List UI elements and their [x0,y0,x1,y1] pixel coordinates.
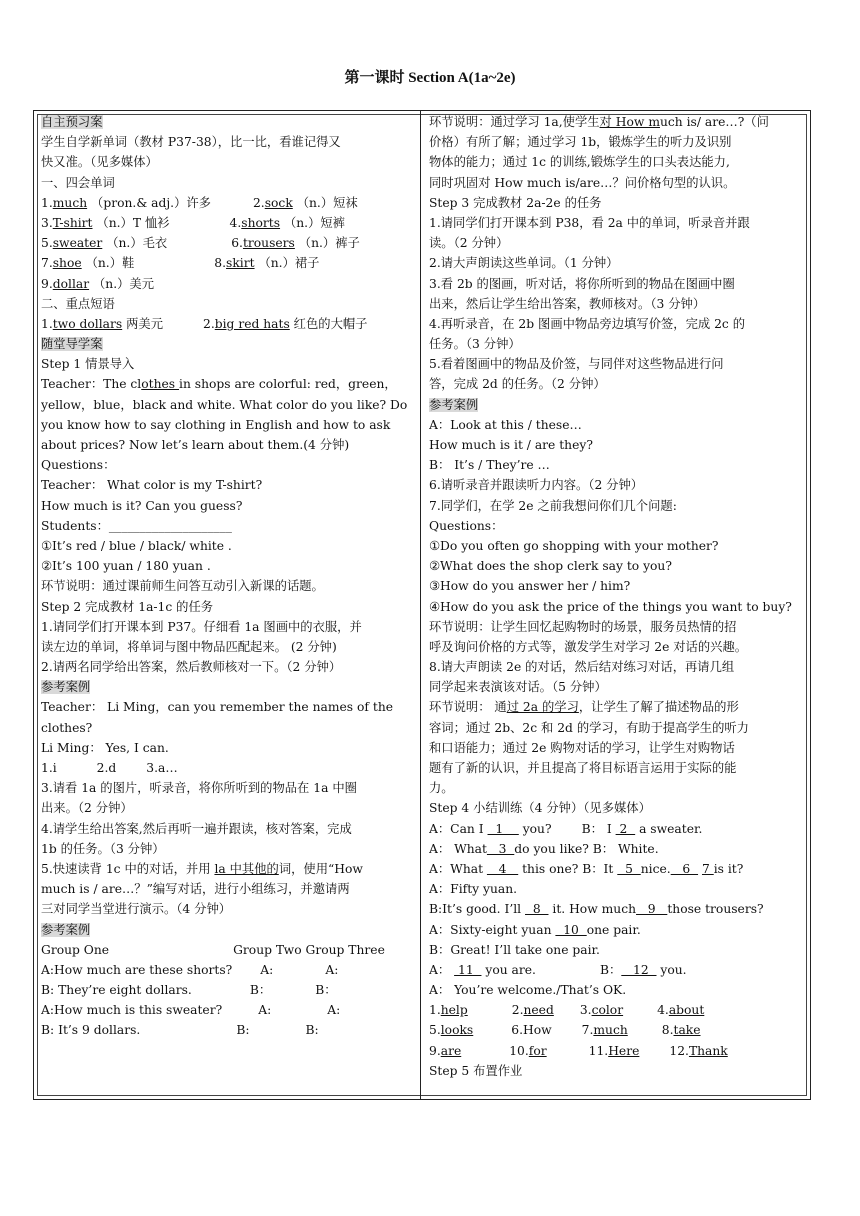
section-heading: 随堂导学案 [41,337,103,352]
line-text: about prices? Now let’s learn about them.(4 分钟) [41,438,350,452]
line-text: 1. [41,195,53,210]
left-line [41,395,415,415]
line-text: B： [249,983,272,998]
line-text: 3.请看 1a 的图片，听录音，将你所听到的物品在 1a 中圈 [41,781,357,796]
left-line [41,516,415,536]
left-line [41,455,415,475]
underlined-text: 1 [487,821,519,836]
line-text: 1. [429,1003,441,1018]
right-column [429,112,805,1081]
line-text: uch is/ are…?（问 [659,115,769,129]
line-text: those trousers? [667,902,764,917]
line-text: ①Do you often go shopping with your mother? [429,538,719,553]
line-text: 4.请学生给出答案,然后再听一遍并跟读，核对答案，完成 [41,821,352,836]
right-line [429,798,805,818]
underlined-text: help [440,1003,468,1018]
line-text: 9. [41,276,53,291]
line-text: A： What [429,841,487,856]
underlined-text: sweater [52,236,103,251]
line-text: （pron.& adj.）许多 [87,195,211,210]
line-text: 红色的大帽子 [289,316,368,331]
right-line [429,859,805,879]
left-line [41,617,415,637]
right-line [429,556,805,576]
left-line [41,718,415,738]
left-line [41,314,415,334]
left-line [41,758,415,778]
line-text: one pair. [586,922,641,937]
line-text: 任务。（3 分钟） [429,337,521,352]
right-line [429,374,805,394]
line-text: A：Sixty-eight yuan [429,922,556,937]
left-line [41,334,415,354]
underlined-text: 2 [615,821,636,836]
left-line [41,819,415,839]
line-text: in shops are colorful: red，green， [179,377,397,392]
line-text: B： [315,983,337,998]
line-text: 环节说明： 通 [429,700,507,715]
right-line [429,516,805,536]
underlined-text: big red hats [214,316,290,331]
right-line [429,435,805,455]
line-text: A：What [429,861,487,876]
line-text: 7. [41,256,53,271]
line-text: 和口语能力；通过 2e 购物对话的学习，让学生对购物话 [429,740,735,755]
line-text: B: It’s 9 dollars. [41,1023,141,1038]
line-text: 6.请听录音并跟读听力内容。（2 分钟） [429,478,644,493]
line-text: Group Two Group Three [233,942,385,957]
line-text: 环节说明：通过课前师生问答互动引入新课的话题。 [41,579,324,594]
left-line [41,879,415,899]
line-text: 环节说明：通过学习 1a,使学生 [429,115,600,129]
right-line [429,980,805,1000]
line-text: 4. [229,215,242,230]
right-line [429,899,805,919]
right-line [429,294,805,314]
line-text: ②It’s 100 yuan / 180 yuan . [41,559,211,574]
line-text: 2.请两名同学给出答案，然后教师核对一下。（2 分钟） [41,660,342,675]
right-line [429,213,805,233]
underlined-text: about [668,1003,705,1018]
underlined-text: 11 [454,962,482,977]
line-text: it. How much [548,902,637,917]
right-line [429,395,805,415]
line-text: A: [258,1003,272,1018]
line-text: 2. [511,1003,524,1018]
line-text: 5.看着图画中的物品及价签，与同伴对这些物品进行问 [429,357,724,372]
line-text: （n.）毛衣 [102,236,168,251]
underlined-text: 5 [617,861,641,876]
line-text: a sweater. [635,821,703,836]
line-text: 1. [41,316,53,331]
line-text: A: [327,1003,341,1018]
right-line [429,778,805,798]
line-text: this one? B：It [518,861,618,876]
section-heading: 自主预习案 [41,115,103,129]
line-text: 12. [669,1043,689,1058]
line-text: ，让学生了解了描述物品的形 [578,700,739,715]
line-text: Step 4 小结训练（4 分钟）（见多媒体） [429,801,651,816]
line-text: A： You’re welcome./That’s OK. [429,983,627,998]
line-text: 8.请大声朗读 2e 的对话，然后结对练习对话，再请几组 [429,660,735,675]
left-line [41,899,415,919]
right-line [429,697,805,717]
underlined-text: 10 [555,922,587,937]
underlined-text: othes [141,377,180,392]
left-line [41,475,415,495]
line-text: （n.）短袜 [292,195,358,210]
line-text: nice. [640,861,671,876]
line-text: A：Can I [429,821,488,836]
underlined-text: Here [608,1043,640,1058]
left-line [41,112,415,132]
line-text: 同学起来表演该对话。（5 分钟） [429,680,607,695]
left-line [41,1020,415,1040]
right-line [429,718,805,738]
line-text: 快又准。（见多媒体） [41,155,158,170]
section-heading: 参考案例 [41,922,91,937]
line-text: 9. [429,1043,441,1058]
right-line [429,334,805,354]
line-text: Step 5 布置作业 [429,1063,523,1078]
underlined-text: 7 [701,861,714,876]
line-text: 一、四会单词 [41,175,115,190]
left-line [41,374,415,394]
right-line [429,1020,805,1040]
line-text: 题有了新的认识，并且提高了将目标语言运用于实际的能 [429,761,737,775]
right-line [429,496,805,516]
line-text: A: [260,962,274,977]
underlined-text: T-shirt [52,215,93,230]
line-text: clothes? [41,720,93,735]
left-line [41,597,415,617]
line-text: 呼及询问价格的方式等，激发学生对学习 2e 对话的兴趣。 [429,639,748,654]
right-line [429,233,805,253]
line-text: Teacher： What color is my T-shirt? [41,478,263,493]
right-line [429,354,805,374]
line-text: 学生自学新单词（教材 P37-38），比一比，看谁记得又 [41,135,341,150]
underlined-text: much [593,1023,628,1038]
underlined-text: 过 2a 的学习 [506,700,579,715]
left-line [41,435,415,455]
line-text: A:How much are these shorts? [41,962,233,977]
right-line [429,597,805,617]
left-line [41,1000,415,1020]
left-line [41,738,415,758]
line-text: 答，完成 2d 的任务。（2 分钟） [429,377,606,392]
left-line [41,839,415,859]
line-text: 3.看 2b 的图画，听对话，将你所听到的物品在图画中圈 [429,276,735,291]
underlined-text: shoe [52,256,82,271]
line-text: 5. [41,236,53,251]
line-text: you know how to say clothing in English and how to ask [41,417,391,432]
line-text: Group One [41,942,110,957]
underlined-text: Thank [688,1043,728,1058]
left-line [41,920,415,940]
line-text: do you like? B： White. [514,841,659,856]
left-line [41,960,415,980]
underlined-text: trousers [242,236,295,251]
line-text: B：Great! I’ll take one pair. [429,942,600,957]
line-text: A： [429,962,455,977]
right-line [429,475,805,495]
line-text: ①It’s red / blue / black/ white . [41,538,232,553]
underlined-text: for [528,1043,547,1058]
line-text: 4. [657,1003,669,1018]
line-text: （n.）美元 [89,276,155,291]
line-text: 物体的能力；通过 1c 的训练,锻炼学生的口头表达能力, [429,155,730,170]
line-text: 3.a… [146,761,178,775]
section-heading: 参考案例 [429,397,479,412]
underlined-text: 对 How m [599,115,660,129]
column-divider [420,110,421,1100]
line-text: ③How do you answer her / him? [429,579,631,594]
right-line [429,819,805,839]
line-text: Teacher： Li Ming，can you remember the names of the [41,700,394,715]
right-line [429,173,805,193]
line-text: Questions： [429,518,504,533]
right-line [429,536,805,556]
line-text: B:It’s good. I’ll [429,902,526,917]
right-line [429,576,805,596]
line-text: 三对同学当堂进行演示。（4 分钟） [41,902,232,917]
line-text: 4.再听录音，在 2b 图画中物品旁边填写价签，完成 2c 的 [429,316,746,331]
underlined-text: la 中其他的 [214,861,279,876]
line-text: 读左边的单词，将单词与图中物品匹配起来。 (2 分钟) [41,639,337,654]
line-text: 1.请同学们打开课本到 P38，看 2a 中的单词，听录音并跟 [429,215,750,230]
right-line [429,879,805,899]
line-text: 两美元 [122,316,163,331]
left-line [41,657,415,677]
line-text: yellow，blue，black and white. What color do you like? Do [41,397,408,412]
underlined-text: 4 [486,861,519,876]
left-column [41,112,415,1041]
line-text: 8. [214,256,227,271]
line-text: 同时巩固对 How much is/are…？问价格句型的认识。 [429,175,736,190]
line-text: 6. [231,236,243,251]
left-line [41,859,415,879]
line-text: 1.i [41,761,57,775]
right-line [429,132,805,152]
right-line [429,1061,805,1081]
line-text: Step 1 情景导入 [41,357,135,372]
underlined-text: 8 [525,902,549,917]
line-text: Students： [41,518,109,533]
underlined-text: take [673,1023,701,1038]
underlined-text: need [523,1003,554,1018]
left-line [41,354,415,374]
line-text: B： I [581,821,616,836]
right-line [429,677,805,697]
line-text: B: They’re eight dollars. [41,983,192,998]
underlined-text: 12 [621,962,657,977]
right-line [429,839,805,859]
line-text: （n.）裤子 [294,236,360,251]
left-line [41,536,415,556]
left-line [41,213,415,233]
line-text: B： [599,962,622,977]
underlined-text: 3 [486,841,515,856]
underlined-text: two dollars [52,316,123,331]
underlined-text: dollar [52,276,90,291]
left-line [41,233,415,253]
line-text: A：Fifty yuan. [429,882,518,897]
line-text: 10. [509,1043,529,1058]
line-text: you are. [481,962,536,977]
line-text: 词，使用“How [278,861,363,876]
line-text: B: [305,1023,319,1038]
line-text: 11. [588,1043,609,1058]
line-text: ④How do you ask the price of the things you want to buy? [429,599,792,614]
underlined-text: looks [440,1023,474,1038]
line-text: 2.请大声朗读这些单词。（1 分钟） [429,256,619,271]
line-text: ____________________ [108,518,232,533]
left-line [41,778,415,798]
line-text: 环节说明：让学生回忆起购物时的场景，服务员热情的招 [429,619,737,634]
line-text: 7.同学们，在学 2e 之前我想问你们几个问题: [429,498,677,513]
right-line [429,758,805,778]
line-text: you. [656,962,687,977]
line-text: How much is it? Can you guess? [41,498,243,513]
line-text: B： It’s / They’re … [429,458,550,473]
left-line [41,193,415,213]
left-line [41,294,415,314]
line-text: Step 2 完成教材 1a-1c 的任务 [41,599,214,614]
left-line [41,637,415,657]
line-text: 1b 的任务。（3 分钟） [41,841,165,856]
line-text: Questions： [41,458,116,473]
underlined-text: much [52,195,88,210]
line-text: A：Look at this / these… [429,417,582,432]
left-line [41,152,415,172]
left-line [41,173,415,193]
underlined-text: are [440,1043,462,1058]
right-line [429,637,805,657]
right-line [429,314,805,334]
line-text: 1.请同学们打开课本到 P37。仔细看 1a 图画中的衣服，并 [41,619,362,634]
line-text: （n.）T 恤衫 [92,215,170,230]
left-line [41,940,415,960]
line-text: How much is it / are they? [429,438,593,452]
line-text: 3. [41,215,53,230]
line-text: Teacher：The cl [41,377,142,392]
page-title: 第一课时 Section A(1a~2e) [344,70,516,86]
left-line [41,677,415,697]
left-line [41,980,415,1000]
underlined-text: shorts [241,215,281,230]
line-text: much is / are…？”编写对话，进行小组练习，并邀请两 [41,882,350,897]
left-line [41,274,415,294]
line-text: 力。 [429,781,454,796]
left-line [41,697,415,717]
line-text: 3. [579,1003,592,1018]
right-line [429,1041,805,1061]
line-text: （n.）鞋 [81,256,135,271]
line-text: 二、重点短语 [41,296,115,311]
line-text: 2.d [96,761,117,775]
right-line [429,940,805,960]
right-line [429,738,805,758]
underlined-text: 9 [636,902,668,917]
right-line [429,1000,805,1020]
underlined-text: 6 [670,861,699,876]
left-line [41,496,415,516]
line-text: 出来，然后让学生给出答案，教师核对。（3 分钟） [429,296,706,311]
line-text: （n.）短裤 [280,215,345,230]
line-text: 5. [429,1023,441,1038]
right-line [429,617,805,637]
line-text: 2. [203,316,215,331]
section-heading: 参考案例 [41,680,91,695]
line-text: ②What does the shop clerk say to you? [429,559,672,574]
line-text: 容词；通过 2b、2c 和 2d 的学习，有助于提高学生的听力 [429,720,749,735]
line-text: B: [236,1023,250,1038]
line-text: is it? [713,861,744,876]
right-line [429,657,805,677]
right-line [429,152,805,172]
right-line [429,274,805,294]
right-line [429,112,805,132]
right-line [429,960,805,980]
line-text: Li Ming： Yes, I can. [41,740,169,755]
underlined-text: skirt [226,256,255,271]
underlined-text: color [591,1003,624,1018]
line-text: 5.快速读背 1c 中的对话，并用 [41,861,215,876]
line-text: you? [518,821,552,836]
left-line [41,415,415,435]
line-text: 6.How [511,1023,552,1038]
right-line [429,455,805,475]
line-text: 读。（2 分钟） [429,236,509,251]
line-text: （n.）裙子 [254,256,320,271]
left-line [41,798,415,818]
line-text: 2. [252,195,265,210]
left-line [41,253,415,273]
right-line [429,920,805,940]
line-text: A: [325,962,339,977]
left-line [41,576,415,596]
right-line [429,415,805,435]
line-text: 7. [581,1023,594,1038]
line-text: A:How much is this sweater? [41,1003,223,1018]
left-line [41,556,415,576]
right-line [429,193,805,213]
line-text: 价格）有所了解；通过学习 1b，锻炼学生的听力及识别 [429,135,732,150]
line-text: 出来。（2 分钟） [41,801,133,816]
line-text: 8. [661,1023,674,1038]
left-line [41,132,415,152]
right-line [429,253,805,273]
underlined-text: sock [264,195,293,210]
line-text: Step 3 完成教材 2a-2e 的任务 [429,195,602,210]
